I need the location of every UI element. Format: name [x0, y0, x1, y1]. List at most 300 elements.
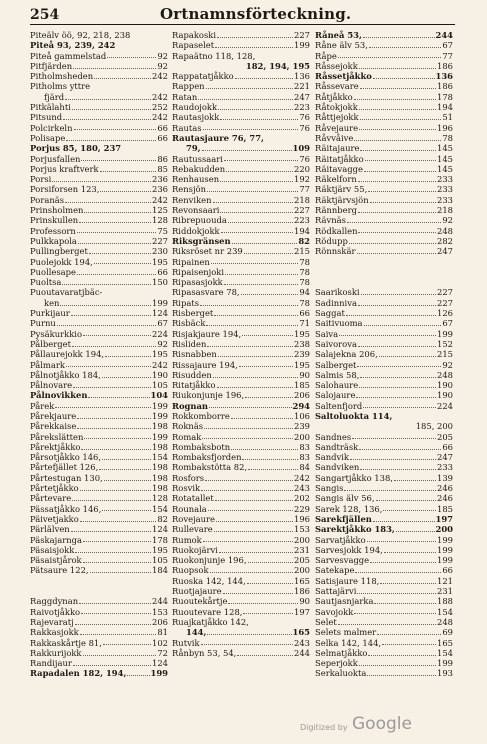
dot-leader — [203, 129, 299, 130]
entry-page-ref: 244 — [294, 647, 310, 658]
dot-leader — [349, 243, 436, 244]
entry-name: Ripasasvare 78, — [172, 287, 240, 298]
entry-page-ref: 92 — [157, 338, 168, 349]
dot-leader — [367, 541, 436, 542]
entry-name: Saltoluokta 114, — [315, 410, 393, 421]
dot-leader — [224, 284, 299, 285]
entry-name: Rapaätno 118, 128, — [172, 50, 256, 61]
dot-leader — [206, 88, 293, 89]
entry-page-ref: 233 — [437, 184, 453, 195]
entry-page-ref: 243 — [294, 637, 310, 648]
index-entry — [172, 648, 310, 658]
entry-name: Risberget — [172, 308, 214, 319]
dot-leader — [72, 346, 156, 347]
index-entry — [315, 565, 453, 575]
entry-page-ref: 178 — [437, 91, 453, 102]
dot-leader — [102, 459, 151, 460]
dot-leader — [358, 232, 436, 233]
index-entry — [172, 432, 310, 442]
dot-leader — [203, 541, 293, 542]
entry-page-ref: 154 — [152, 503, 168, 514]
index-entry — [315, 452, 453, 462]
entry-name: Ritatjåkko — [172, 380, 216, 391]
entry-page-ref: 198 — [152, 472, 168, 483]
dot-leader — [84, 438, 151, 439]
entry-name: Ruoska 142, 144, — [172, 575, 246, 586]
dot-leader — [102, 510, 151, 511]
entry-name: Polcirkeln — [30, 122, 73, 133]
index-entry — [315, 576, 453, 586]
dot-leader — [80, 634, 157, 635]
index-entry — [315, 226, 453, 236]
entry-page-ref: 124 — [152, 524, 168, 535]
entry-name: Pitfjärden — [30, 60, 73, 71]
entry-page-ref: 153 — [152, 606, 168, 617]
entry-name: Raggdynan — [30, 596, 79, 607]
entry-name: Ruoutekårtje — [172, 596, 228, 607]
entry-page-ref: 154 — [152, 452, 168, 463]
dot-leader — [207, 346, 293, 347]
index-entry — [315, 205, 453, 215]
entry-page-ref: 67 — [442, 40, 453, 51]
entry-page-ref: 190 — [152, 369, 168, 380]
dot-leader — [359, 68, 436, 69]
entry-page-ref: 185 — [294, 380, 310, 391]
entry-page-ref: 205 — [294, 555, 310, 566]
entry-name: Rautasjaure 76, 77, — [172, 132, 264, 143]
entry-name: ken — [44, 297, 60, 308]
entry-name: Puoutavaratjbäc- — [30, 287, 103, 298]
dot-leader — [394, 480, 436, 481]
entry-page-ref: 239 — [294, 421, 310, 432]
dot-leader — [198, 99, 293, 100]
index-entry — [315, 308, 453, 318]
dot-leader — [242, 459, 298, 460]
dot-leader — [247, 583, 293, 584]
index-entry — [315, 401, 453, 411]
entry-page-ref: 105 — [152, 380, 168, 391]
entry-page-ref: 154 — [437, 647, 453, 658]
dot-leader — [52, 181, 151, 182]
index-entry — [315, 339, 453, 349]
entry-page-ref: 195 — [294, 359, 310, 370]
index-entry — [315, 545, 453, 555]
dot-leader — [73, 68, 156, 69]
dot-leader — [217, 37, 293, 38]
entry-name: Sangis — [315, 483, 344, 494]
index-entry — [172, 174, 310, 184]
entry-name: Sarvesvagge — [315, 555, 370, 566]
entry-name: Professorn — [30, 225, 76, 236]
entry-name: 185, 200 — [415, 421, 453, 432]
entry-page-ref: 125 — [152, 205, 168, 216]
index-entry — [172, 607, 310, 617]
entry-page-ref: 215 — [437, 349, 453, 360]
dot-leader — [62, 284, 151, 285]
index-entry — [315, 421, 453, 431]
index-entry — [172, 51, 310, 61]
dot-leader — [72, 109, 151, 110]
entry-page-ref: 185 — [437, 503, 453, 514]
entry-name: Prinskullen — [30, 215, 79, 226]
entry-page-ref: 145 — [437, 163, 453, 174]
dot-leader — [354, 613, 436, 614]
entry-name: Räitavagge — [315, 163, 363, 174]
entry-page-ref: 102 — [152, 637, 168, 648]
entry-page-ref: 238 — [294, 338, 310, 349]
entry-name: Råneå 53, — [315, 30, 362, 40]
index-entry — [30, 112, 168, 122]
entry-page-ref: 197 — [435, 513, 453, 524]
index-entry — [172, 308, 310, 318]
dot-leader — [344, 490, 436, 491]
index-entry — [30, 318, 168, 328]
index-entry — [30, 504, 168, 514]
dot-leader — [360, 119, 442, 120]
entry-name: Riksgränsen — [172, 235, 231, 246]
entry-name: Rautussaari — [172, 153, 223, 164]
index-entry — [30, 102, 168, 112]
entry-name: Pårtetjåkko — [30, 483, 79, 494]
entry-name: Ruajkatjåkko 142, — [172, 616, 249, 627]
entry-page-ref: 165 — [437, 637, 453, 648]
dot-leader — [77, 274, 156, 275]
dot-leader — [237, 655, 293, 656]
dot-leader — [102, 377, 151, 378]
dot-leader — [220, 181, 293, 182]
dot-leader — [55, 407, 151, 408]
dot-leader — [71, 315, 151, 316]
index-entry — [172, 442, 310, 452]
index-entry — [30, 30, 168, 40]
entry-page-ref: 66 — [157, 266, 168, 277]
dot-leader — [89, 253, 151, 254]
dot-leader — [357, 253, 436, 254]
entry-page-ref: 165 — [294, 575, 310, 586]
entry-name: Riukonjunje 196, — [172, 390, 245, 401]
entry-name: Pitkälahti — [30, 102, 71, 113]
entry-name: Sarek 128, 136, — [315, 503, 383, 514]
dot-leader — [88, 397, 149, 398]
dot-leader — [81, 449, 151, 450]
dot-leader — [379, 356, 436, 357]
dot-leader — [396, 531, 435, 532]
dot-leader — [73, 665, 151, 666]
entry-name: Räktjärv 55, — [315, 184, 368, 195]
entry-name: Rosvik — [172, 483, 201, 494]
dot-leader — [220, 119, 298, 120]
index-entry — [315, 236, 453, 246]
dot-leader — [94, 263, 151, 264]
entry-page-ref: 67 — [442, 318, 453, 329]
entry-page-ref: 76 — [299, 153, 310, 164]
index-entry — [30, 51, 168, 61]
entry-page-ref: 104 — [150, 390, 168, 401]
index-column-2 — [172, 30, 310, 658]
entry-page-ref: 121 — [437, 575, 453, 586]
dot-leader — [78, 243, 151, 244]
dot-leader — [204, 428, 293, 429]
index-entry — [172, 184, 310, 194]
index-entry — [30, 535, 168, 545]
entry-name: Rännberg — [315, 205, 357, 216]
index-entry — [172, 617, 310, 627]
entry-page-ref: 227 — [294, 30, 310, 40]
entry-name: Porsi — [30, 174, 52, 185]
index-entry — [172, 195, 310, 205]
entry-name: Risliden — [172, 338, 207, 349]
entry-name: Räkelforn — [315, 174, 357, 185]
entry-name: Raivotjåkko — [30, 606, 81, 617]
dot-leader — [354, 99, 436, 100]
dot-leader — [81, 160, 156, 161]
dot-leader — [357, 366, 441, 367]
entry-page-ref: 231 — [437, 586, 453, 597]
entry-page-ref: 233 — [437, 462, 453, 473]
dot-leader — [219, 552, 293, 553]
entry-name: Selet — [315, 616, 337, 627]
entry-page-ref: 84 — [299, 462, 310, 473]
dot-leader — [242, 335, 293, 336]
page-title: Ortnamnsförteckning. — [160, 5, 352, 23]
entry-page-ref: 178 — [152, 534, 168, 545]
index-entry — [30, 638, 168, 648]
entry-page-ref: 223 — [294, 102, 310, 113]
dot-leader — [80, 521, 157, 522]
index-entry — [172, 123, 310, 133]
entry-page-ref: 202 — [294, 493, 310, 504]
entry-name: Råttjejokk — [315, 112, 359, 123]
entry-name: Ratan — [172, 91, 198, 102]
entry-name: Sarekfjällen — [315, 513, 372, 524]
dot-leader — [83, 335, 151, 336]
entry-page-ref: 198 — [152, 441, 168, 452]
entry-page-ref: 67 — [157, 318, 168, 329]
index-entry — [315, 586, 453, 596]
index-entry — [172, 257, 310, 267]
index-entry — [315, 102, 453, 112]
entry-name: 182, 194, 195 — [245, 60, 310, 71]
dot-leader — [243, 613, 293, 614]
dot-leader — [81, 613, 151, 614]
dot-leader — [231, 418, 293, 419]
index-entry — [30, 617, 168, 627]
dot-leader — [248, 562, 294, 563]
index-entry — [172, 133, 310, 143]
index-entry — [172, 576, 310, 586]
entry-page-ref: 145 — [437, 143, 453, 154]
entry-name: Rakkurijokk — [30, 647, 82, 658]
dot-leader — [363, 407, 436, 408]
index-entry — [172, 226, 310, 236]
entry-page-ref: 206 — [294, 390, 310, 401]
index-entry — [172, 236, 310, 246]
index-entry — [172, 30, 310, 40]
entry-name: Räitajaure — [315, 143, 360, 154]
entry-page-ref: 83 — [299, 441, 310, 452]
dot-leader — [84, 212, 151, 213]
index-entry — [30, 133, 168, 143]
index-entry — [30, 40, 168, 50]
dot-leader — [103, 644, 151, 645]
index-entry — [315, 493, 453, 503]
dot-leader — [220, 212, 293, 213]
dot-leader — [71, 531, 151, 532]
entry-name: Roknäs — [172, 421, 204, 432]
index-entry — [30, 565, 168, 575]
entry-page-ref: 92 — [157, 60, 168, 71]
entry-name: Porsiforsen 123, — [30, 184, 100, 195]
index-entry — [315, 298, 453, 308]
dot-leader — [339, 335, 436, 336]
index-entry — [315, 40, 453, 50]
entry-page-ref: 221 — [294, 81, 310, 92]
dot-leader — [370, 562, 436, 563]
index-entry — [30, 555, 168, 565]
dot-leader — [215, 47, 293, 48]
index-entry — [172, 92, 310, 102]
entry-name: Pärlälven — [30, 524, 70, 535]
entry-page-ref: 126 — [437, 308, 453, 319]
dot-leader — [66, 366, 151, 367]
dot-leader — [356, 397, 436, 398]
index-entry — [315, 370, 453, 380]
entry-name: Seperjokk — [315, 658, 358, 669]
entry-page-ref: 242 — [152, 91, 168, 102]
index-entry — [172, 298, 310, 308]
index-entry — [172, 277, 310, 287]
entry-name: Råvejaure — [315, 122, 359, 133]
entry-name: Råssevare — [315, 81, 359, 92]
index-entry — [315, 133, 453, 143]
entry-name: Rombaksbotn — [172, 441, 231, 452]
entry-name: Poranäs — [30, 194, 65, 205]
index-entry — [315, 71, 453, 81]
dot-leader — [63, 119, 151, 120]
entry-name: Pårektjåkko — [30, 441, 81, 452]
entry-name: Piteå 93, 239, 242 — [30, 40, 116, 51]
index-entry — [172, 545, 310, 555]
dot-leader — [65, 202, 151, 203]
entry-page-ref: 128 — [152, 493, 168, 504]
page-number: 254 — [30, 7, 60, 23]
index-entry — [172, 329, 310, 339]
entry-page-ref: 66 — [157, 122, 168, 133]
entry-page-ref: 69 — [442, 627, 453, 638]
entry-page-ref: 72 — [157, 647, 168, 658]
index-entry — [315, 287, 453, 297]
entry-name: Puollesape — [30, 266, 76, 277]
index-entry — [315, 174, 453, 184]
dot-leader — [364, 171, 436, 172]
entry-page-ref: 220 — [294, 163, 310, 174]
entry-name: Rounala — [172, 503, 207, 514]
entry-name: Räitatjåkko — [315, 153, 364, 164]
index-entry — [172, 287, 310, 297]
entry-page-ref: 199 — [152, 431, 168, 442]
dot-leader — [338, 624, 436, 625]
entry-name: Pätsaure 122, — [30, 565, 89, 576]
dot-leader — [248, 469, 298, 470]
dot-leader — [207, 191, 298, 192]
index-entry — [315, 668, 453, 678]
entry-name: Rutvik — [172, 637, 200, 648]
dot-leader — [127, 675, 149, 676]
entry-name: Rognan — [172, 400, 209, 411]
dot-leader — [358, 305, 436, 306]
index-entry — [172, 349, 310, 359]
entry-page-ref: 246 — [437, 483, 453, 494]
index-entry — [172, 627, 310, 637]
entry-name: Renhausen — [172, 174, 220, 185]
entry-name: Rovejaure — [172, 513, 215, 524]
index-entry — [315, 658, 453, 668]
entry-name: Pitholmsheden — [30, 71, 94, 82]
entry-page-ref: 196 — [294, 513, 310, 524]
index-entry — [30, 658, 168, 668]
dot-leader — [350, 459, 436, 460]
entry-page-ref: 230 — [152, 246, 168, 257]
index-entry — [315, 596, 453, 606]
index-entry — [172, 102, 310, 112]
entry-name: Renviken — [172, 194, 212, 205]
index-entry — [30, 421, 168, 431]
entry-name: Ruotjajaure — [172, 586, 222, 597]
dot-leader — [384, 552, 436, 553]
entry-name: Sandviken — [315, 462, 360, 473]
entry-page-ref: 150 — [152, 277, 168, 288]
index-entry — [30, 123, 168, 133]
index-entry — [315, 648, 453, 658]
dot-leader — [377, 634, 441, 635]
dot-leader — [99, 469, 151, 470]
index-entry — [315, 51, 453, 61]
index-entry — [30, 462, 168, 472]
entry-name: Sarvesjokk 194, — [315, 544, 383, 555]
entry-page-ref: 194 — [437, 102, 453, 113]
entry-page-ref: 242 — [294, 472, 310, 483]
dot-leader — [75, 552, 151, 553]
entry-name: Selets malmer — [315, 627, 377, 638]
index-entry — [30, 668, 168, 678]
entry-page-ref: 199 — [437, 658, 453, 669]
index-entry — [315, 514, 453, 524]
entry-name: Sangis älv 56, — [315, 493, 375, 504]
index-entry — [30, 215, 168, 225]
entry-page-ref: 83 — [299, 452, 310, 463]
index-entry — [30, 432, 168, 442]
entry-page-ref: 224 — [152, 328, 168, 339]
entry-name: Rokkomborre — [172, 410, 230, 421]
entry-page-ref: 85 — [157, 163, 168, 174]
entry-page-ref: 192 — [294, 174, 310, 185]
index-entry — [30, 473, 168, 483]
dot-leader — [228, 222, 293, 223]
entry-name: Pålnovikken — [30, 390, 88, 401]
dot-leader — [232, 243, 298, 244]
dot-leader — [107, 57, 156, 58]
entry-page-ref: 105 — [152, 555, 168, 566]
entry-page-ref: 199 — [152, 400, 168, 411]
entry-name: Pålmark — [30, 359, 65, 370]
dot-leader — [382, 644, 436, 645]
dot-leader — [364, 325, 442, 326]
entry-page-ref: 248 — [437, 225, 453, 236]
index-entry — [30, 287, 168, 297]
entry-name: Rajevaratj — [30, 616, 74, 627]
entry-page-ref: 154 — [437, 606, 453, 617]
index-entry — [315, 195, 453, 205]
